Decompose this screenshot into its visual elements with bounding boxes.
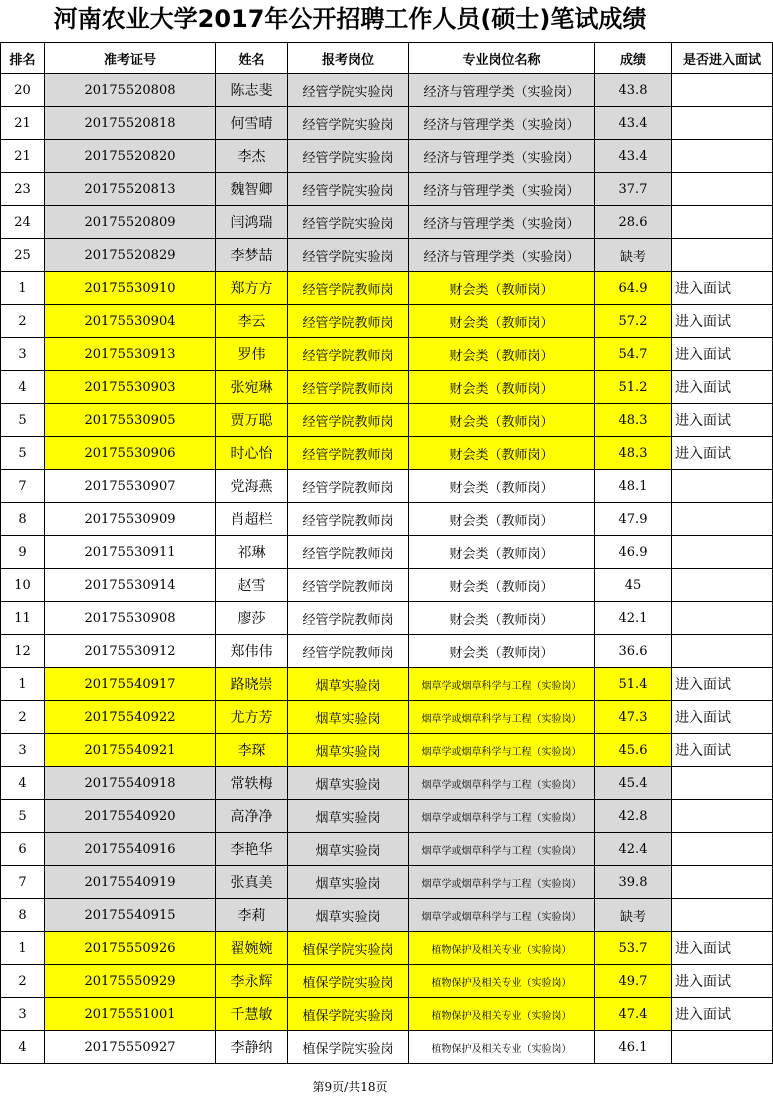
cell-interview: 进入面试 [672,701,773,734]
cell-rank: 1 [1,272,45,305]
cell-name: 闫鸿瑞 [216,206,288,239]
cell-interview [672,173,773,206]
cell-major: 烟草学或烟草科学与工程（实验岗） [409,866,595,899]
cell-exam-id: 20175520808 [45,74,216,107]
cell-major: 财会类（教师岗） [409,437,595,470]
table-row [1,602,773,635]
cell-interview [672,536,773,569]
table-row [1,635,773,668]
table-row [1,74,773,107]
cell-major: 财会类（教师岗） [409,635,595,668]
cell-exam-id: 20175530905 [45,404,216,437]
cell-interview: 进入面试 [672,404,773,437]
cell-rank: 12 [1,635,45,668]
cell-major: 经济与管理学类（实验岗） [409,173,595,206]
cell-name: 李艳华 [216,833,288,866]
cell-interview [672,767,773,800]
table-row [1,1031,773,1064]
cell-exam-id: 20175520809 [45,206,216,239]
cell-name: 常轶梅 [216,767,288,800]
cell-score: 48.3 [595,404,672,437]
cell-rank: 8 [1,899,45,932]
cell-rank: 4 [1,371,45,404]
cell-name: 何雪晴 [216,107,288,140]
cell-post: 经管学院教师岗 [288,470,409,503]
table-row [1,404,773,437]
header-interview: 是否进入面试 [672,43,773,74]
table-row [1,437,773,470]
cell-score: 47.4 [595,998,672,1031]
cell-score: 46.9 [595,536,672,569]
cell-major: 财会类（教师岗） [409,338,595,371]
cell-exam-id: 20175540922 [45,701,216,734]
cell-interview [672,1031,773,1064]
cell-post: 经管学院实验岗 [288,74,409,107]
cell-interview: 进入面试 [672,965,773,998]
cell-exam-id: 20175530914 [45,569,216,602]
cell-major: 烟草学或烟草科学与工程（实验岗） [409,668,595,701]
cell-score: 45 [595,569,672,602]
cell-rank: 7 [1,866,45,899]
cell-major: 植物保护及相关专业（实验岗） [409,998,595,1031]
cell-exam-id: 20175530907 [45,470,216,503]
cell-name: 张宛琳 [216,371,288,404]
cell-post: 经管学院教师岗 [288,437,409,470]
cell-post: 烟草实验岗 [288,734,409,767]
cell-rank: 10 [1,569,45,602]
table-row [1,371,773,404]
cell-score: 42.4 [595,833,672,866]
table-row [1,569,773,602]
cell-rank: 5 [1,437,45,470]
table-row [1,305,773,338]
header-exam-id: 准考证号 [45,43,216,74]
cell-score: 37.7 [595,173,672,206]
cell-interview [672,206,773,239]
cell-rank: 3 [1,998,45,1031]
cell-major: 烟草学或烟草科学与工程（实验岗） [409,833,595,866]
cell-exam-id: 20175540915 [45,899,216,932]
cell-score: 48.1 [595,470,672,503]
cell-score: 42.8 [595,800,672,833]
cell-post: 植保学院实验岗 [288,998,409,1031]
cell-interview [672,866,773,899]
cell-major: 植物保护及相关专业（实验岗） [409,965,595,998]
header-major: 专业岗位名称 [409,43,595,74]
cell-rank: 20 [1,74,45,107]
cell-post: 植保学院实验岗 [288,965,409,998]
cell-interview [672,107,773,140]
cell-major: 财会类（教师岗） [409,272,595,305]
cell-interview [672,239,773,272]
cell-post: 经管学院实验岗 [288,140,409,173]
cell-score: 缺考 [595,239,672,272]
cell-rank: 5 [1,800,45,833]
cell-post: 植保学院实验岗 [288,1031,409,1064]
cell-major: 财会类（教师岗） [409,404,595,437]
page-number: 第9页/共18页 [312,1080,388,1094]
cell-post: 烟草实验岗 [288,866,409,899]
header-score: 成绩 [595,43,672,74]
cell-score: 54.7 [595,338,672,371]
cell-score: 43.4 [595,107,672,140]
cell-post: 经管学院教师岗 [288,404,409,437]
cell-post: 经管学院教师岗 [288,602,409,635]
cell-exam-id: 20175520820 [45,140,216,173]
cell-exam-id: 20175550929 [45,965,216,998]
cell-interview [672,833,773,866]
cell-name: 祁琳 [216,536,288,569]
cell-score: 45.4 [595,767,672,800]
cell-rank: 25 [1,239,45,272]
cell-major: 经济与管理学类（实验岗） [409,206,595,239]
cell-interview: 进入面试 [672,305,773,338]
cell-name: 时心怡 [216,437,288,470]
cell-exam-id: 20175530906 [45,437,216,470]
cell-interview: 进入面试 [672,272,773,305]
cell-major: 经济与管理学类（实验岗） [409,107,595,140]
cell-post: 经管学院教师岗 [288,569,409,602]
cell-exam-id: 20175540919 [45,866,216,899]
cell-post: 烟草实验岗 [288,668,409,701]
cell-interview: 进入面试 [672,371,773,404]
cell-exam-id: 20175530903 [45,371,216,404]
cell-post: 经管学院教师岗 [288,635,409,668]
cell-name: 李莉 [216,899,288,932]
table-row [1,272,773,305]
cell-score: 64.9 [595,272,672,305]
cell-score: 43.8 [595,74,672,107]
cell-post: 烟草实验岗 [288,899,409,932]
header-rank: 排名 [1,43,45,74]
table-row [1,206,773,239]
cell-score: 51.4 [595,668,672,701]
cell-exam-id: 20175540916 [45,833,216,866]
cell-score: 51.2 [595,371,672,404]
cell-exam-id: 20175550927 [45,1031,216,1064]
cell-exam-id: 20175520813 [45,173,216,206]
cell-score: 47.9 [595,503,672,536]
cell-exam-id: 20175550926 [45,932,216,965]
header-row [1,43,773,74]
table-row [1,734,773,767]
cell-score: 缺考 [595,899,672,932]
cell-score: 53.7 [595,932,672,965]
cell-name: 党海燕 [216,470,288,503]
cell-score: 47.3 [595,701,672,734]
cell-post: 烟草实验岗 [288,701,409,734]
table-row [1,800,773,833]
cell-score: 45.6 [595,734,672,767]
cell-post: 经管学院教师岗 [288,305,409,338]
table-row [1,866,773,899]
cell-interview [672,800,773,833]
table-row [1,965,773,998]
cell-exam-id: 20175540920 [45,800,216,833]
cell-exam-id: 20175530913 [45,338,216,371]
cell-exam-id: 20175530904 [45,305,216,338]
cell-interview: 进入面试 [672,998,773,1031]
cell-name: 贾万聪 [216,404,288,437]
cell-exam-id: 20175530909 [45,503,216,536]
cell-post: 植保学院实验岗 [288,932,409,965]
cell-rank: 4 [1,767,45,800]
cell-rank: 2 [1,701,45,734]
cell-exam-id: 20175520818 [45,107,216,140]
cell-rank: 21 [1,140,45,173]
cell-post: 经管学院教师岗 [288,338,409,371]
cell-rank: 2 [1,305,45,338]
table-row [1,140,773,173]
cell-name: 千慧敏 [216,998,288,1031]
cell-score: 49.7 [595,965,672,998]
table-row [1,107,773,140]
cell-post: 经管学院教师岗 [288,536,409,569]
cell-name: 尤方芳 [216,701,288,734]
cell-exam-id: 20175520829 [45,239,216,272]
cell-exam-id: 20175530912 [45,635,216,668]
table-row [1,536,773,569]
cell-name: 魏智卿 [216,173,288,206]
cell-name: 张真美 [216,866,288,899]
cell-interview: 进入面试 [672,734,773,767]
cell-major: 经济与管理学类（实验岗） [409,74,595,107]
cell-post: 烟草实验岗 [288,767,409,800]
cell-major: 财会类（教师岗） [409,470,595,503]
cell-major: 烟草学或烟草科学与工程（实验岗） [409,800,595,833]
cell-major: 财会类（教师岗） [409,503,595,536]
cell-name: 罗伟 [216,338,288,371]
cell-interview: 进入面试 [672,668,773,701]
cell-major: 经济与管理学类（实验岗） [409,239,595,272]
cell-score: 46.1 [595,1031,672,1064]
cell-interview: 进入面试 [672,338,773,371]
cell-rank: 6 [1,833,45,866]
cell-rank: 9 [1,536,45,569]
cell-score: 43.4 [595,140,672,173]
cell-post: 经管学院实验岗 [288,173,409,206]
cell-score: 36.6 [595,635,672,668]
table-row [1,470,773,503]
table-row [1,173,773,206]
cell-name: 郑方方 [216,272,288,305]
cell-score: 42.1 [595,602,672,635]
cell-name: 李静纳 [216,1031,288,1064]
cell-rank: 5 [1,404,45,437]
cell-interview [672,602,773,635]
cell-exam-id: 20175530908 [45,602,216,635]
cell-post: 经管学院教师岗 [288,371,409,404]
cell-name: 李杰 [216,140,288,173]
cell-post: 经管学院实验岗 [288,107,409,140]
cell-major: 财会类（教师岗） [409,305,595,338]
cell-post: 经管学院实验岗 [288,206,409,239]
table-row [1,932,773,965]
cell-score: 57.2 [595,305,672,338]
cell-major: 植物保护及相关专业（实验岗） [409,1031,595,1064]
cell-rank: 2 [1,965,45,998]
cell-rank: 4 [1,1031,45,1064]
table-row [1,239,773,272]
cell-exam-id: 20175540917 [45,668,216,701]
cell-exam-id: 20175530910 [45,272,216,305]
header-name: 姓名 [216,43,288,74]
table-row [1,701,773,734]
cell-rank: 24 [1,206,45,239]
cell-post: 烟草实验岗 [288,833,409,866]
cell-interview: 进入面试 [672,437,773,470]
cell-major: 财会类（教师岗） [409,371,595,404]
cell-name: 高净净 [216,800,288,833]
cell-interview [672,140,773,173]
cell-post: 经管学院教师岗 [288,503,409,536]
cell-rank: 7 [1,470,45,503]
cell-name: 路晓崇 [216,668,288,701]
cell-interview [672,503,773,536]
cell-name: 李梦喆 [216,239,288,272]
cell-major: 财会类（教师岗） [409,536,595,569]
cell-interview [672,635,773,668]
score-table [0,42,773,1064]
cell-major: 经济与管理学类（实验岗） [409,140,595,173]
table-row [1,833,773,866]
cell-rank: 3 [1,338,45,371]
cell-name: 肖超栏 [216,503,288,536]
cell-post: 经管学院实验岗 [288,239,409,272]
table-row [1,767,773,800]
table-row [1,899,773,932]
cell-name: 赵雪 [216,569,288,602]
cell-major: 烟草学或烟草科学与工程（实验岗） [409,734,595,767]
cell-rank: 8 [1,503,45,536]
cell-name: 翟婉婉 [216,932,288,965]
table-row [1,338,773,371]
cell-interview [672,74,773,107]
cell-exam-id: 20175540921 [45,734,216,767]
cell-rank: 21 [1,107,45,140]
cell-interview [672,470,773,503]
cell-rank: 3 [1,734,45,767]
cell-name: 陈志斐 [216,74,288,107]
header-post: 报考岗位 [288,43,409,74]
cell-score: 48.3 [595,437,672,470]
page-title: 河南农业大学2017年公开招聘工作人员(硕士)笔试成绩 [53,5,647,33]
cell-rank: 11 [1,602,45,635]
cell-post: 烟草实验岗 [288,800,409,833]
cell-interview [672,899,773,932]
cell-exam-id: 20175540918 [45,767,216,800]
cell-rank: 1 [1,932,45,965]
cell-exam-id: 20175551001 [45,998,216,1031]
cell-score: 28.6 [595,206,672,239]
cell-name: 李永辉 [216,965,288,998]
cell-name: 廖莎 [216,602,288,635]
table-row [1,503,773,536]
cell-name: 郑伟伟 [216,635,288,668]
cell-major: 烟草学或烟草科学与工程（实验岗） [409,701,595,734]
table-row [1,668,773,701]
cell-rank: 23 [1,173,45,206]
cell-major: 财会类（教师岗） [409,569,595,602]
cell-rank: 1 [1,668,45,701]
cell-score: 39.8 [595,866,672,899]
cell-major: 财会类（教师岗） [409,602,595,635]
cell-interview: 进入面试 [672,932,773,965]
cell-name: 李琛 [216,734,288,767]
cell-post: 经管学院教师岗 [288,272,409,305]
cell-major: 烟草学或烟草科学与工程（实验岗） [409,899,595,932]
cell-major: 烟草学或烟草科学与工程（实验岗） [409,767,595,800]
table-row [1,998,773,1031]
cell-name: 李云 [216,305,288,338]
cell-interview [672,569,773,602]
cell-major: 植物保护及相关专业（实验岗） [409,932,595,965]
cell-exam-id: 20175530911 [45,536,216,569]
